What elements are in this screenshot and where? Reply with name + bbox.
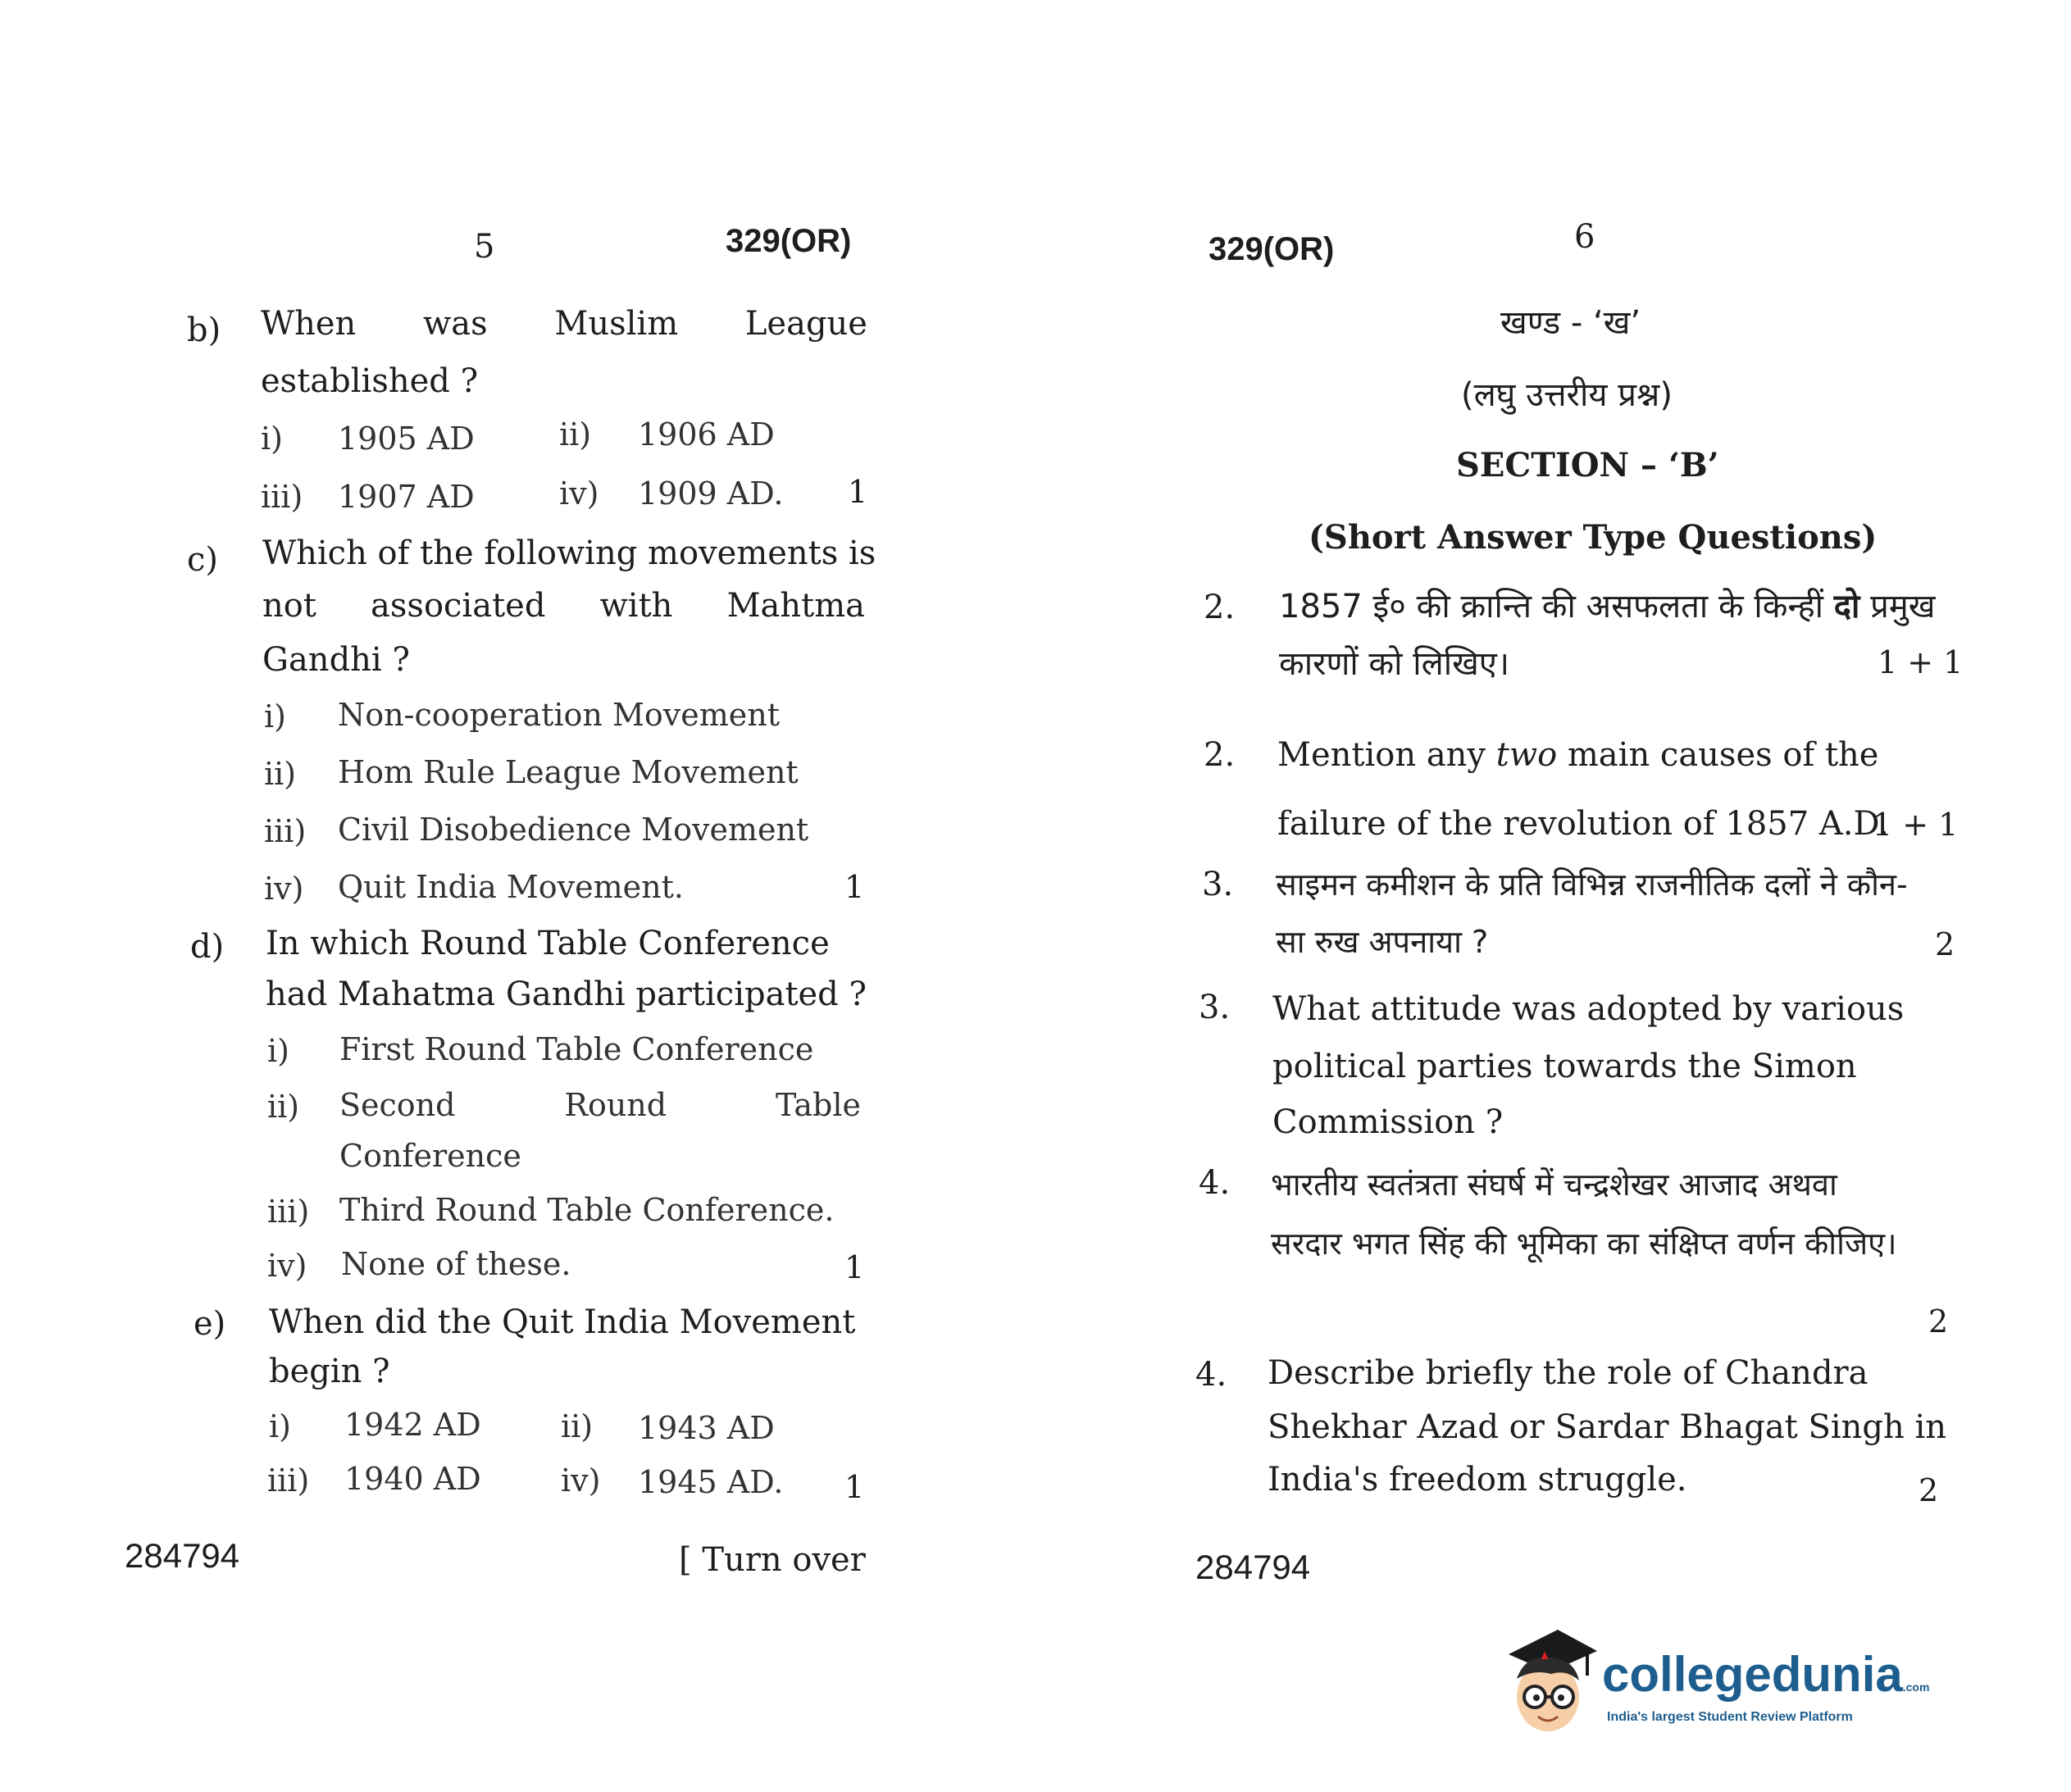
marks: 1	[848, 474, 868, 510]
logo-wordmark	[1602, 1646, 1929, 1703]
marks: 2	[1919, 1472, 1939, 1508]
question-label: e)	[193, 1305, 226, 1343]
question-line: भारतीय स्वतंत्रता संघर्ष में चन्द्रशेखर आजाद अथवा	[1271, 1167, 1837, 1203]
word: Table	[775, 1087, 861, 1123]
question-line	[262, 587, 865, 625]
text: 1857 ई० की क्रान्ति की असफलता के किन्हीं	[1279, 588, 1834, 625]
serial-number-right: 284794	[1195, 1548, 1311, 1586]
section-title-hindi: खण्ड - ‘ख’	[1500, 304, 1641, 342]
option-num: i)	[261, 421, 283, 457]
word: associated	[371, 587, 546, 625]
turn-over: [ Turn over	[679, 1541, 866, 1579]
option-text: 1907 AD	[338, 479, 475, 515]
word: not	[262, 587, 316, 625]
option-num: iii)	[264, 813, 307, 849]
option-text: Non-cooperation Movement	[338, 697, 780, 733]
option-num: ii)	[267, 1089, 300, 1125]
word: Mahtma	[726, 587, 865, 625]
question-line: सरदार भगत सिंह की भूमिका का संक्षिप्त वर्णन कीजिए।	[1271, 1226, 1897, 1262]
emphasis: दो	[1833, 588, 1860, 625]
word: Muslim	[554, 305, 679, 343]
question-number: 2.	[1204, 736, 1236, 774]
option-num: i)	[267, 1033, 289, 1069]
option-text-cont: Conference	[339, 1138, 521, 1174]
section-subtitle: (Short Answer Type Questions)	[1309, 518, 1878, 557]
word: was	[423, 305, 488, 343]
question-number: 3.	[1199, 989, 1231, 1026]
option-text: First Round Table Conference	[339, 1031, 814, 1067]
question-line: Commission ?	[1272, 1103, 1504, 1141]
question-line: In which Round Table Conference	[266, 925, 830, 962]
question-line: Which of the following movements is	[262, 534, 876, 572]
option-text: 1909 AD.	[638, 475, 784, 512]
question-line	[1279, 582, 1936, 627]
option-num: iv)	[559, 475, 599, 512]
question-line: begin ?	[269, 1353, 390, 1390]
question-line: India's freedom struggle.	[1268, 1461, 1687, 1499]
option-num: ii)	[561, 1408, 594, 1444]
question-number: 4.	[1195, 1356, 1227, 1394]
paper-code-right: 329(OR)	[1208, 231, 1335, 267]
student-mascot-icon	[1500, 1621, 1599, 1736]
text: प्रमुख	[1859, 588, 1936, 625]
marks: 1	[844, 869, 865, 905]
question-label: b)	[187, 312, 221, 349]
word: Round	[564, 1087, 667, 1123]
word: League	[744, 305, 867, 343]
question-line: What attitude was adopted by various	[1272, 990, 1905, 1028]
question-number: 4.	[1199, 1164, 1231, 1202]
emphasis: two	[1495, 736, 1558, 774]
question-line: failure of the revolution of 1857 A.D.	[1277, 805, 1889, 843]
question-line: कारणों को लिखिए।	[1279, 645, 1510, 683]
question-line: political parties towards the Simon	[1272, 1048, 1857, 1085]
option-num: ii)	[559, 416, 592, 453]
question-line: established ?	[261, 362, 479, 400]
option-text: 1905 AD	[338, 421, 475, 457]
option-num: i)	[269, 1408, 291, 1444]
option-text	[339, 1087, 861, 1123]
serial-number-left: 284794	[125, 1536, 240, 1575]
question-line	[1277, 736, 1958, 774]
question-line: had Mahatma Gandhi participated ?	[266, 976, 867, 1013]
question-number: 2.	[1204, 589, 1236, 626]
option-text: 1945 AD.	[638, 1464, 784, 1500]
option-text: 1943 AD	[638, 1410, 775, 1446]
marks: 1	[844, 1469, 865, 1505]
option-text: Hom Rule League Movement	[338, 754, 799, 790]
question-line: साइमन कमीशन के प्रति विभिन्न राजनीतिक दलों ने कौन-	[1276, 866, 1908, 903]
marks: 2	[1935, 926, 1955, 962]
option-num: iv)	[267, 1248, 307, 1284]
logo-name: collegedunia	[1602, 1647, 1903, 1702]
option-text: Quit India Movement.	[338, 869, 684, 905]
option-text: Third Round Table Conference.	[339, 1192, 835, 1228]
option-text: 1906 AD	[638, 416, 775, 453]
option-num: iii)	[267, 1194, 310, 1230]
logo-tagline: India's largest Student Review Platform	[1607, 1710, 1853, 1724]
option-num: iii)	[267, 1462, 310, 1499]
subtitle-hindi: (लघु उत्तरीय प्रश्न)	[1461, 376, 1673, 414]
question-line	[261, 305, 867, 343]
option-num: iv)	[264, 871, 304, 907]
option-text: 1940 AD	[344, 1461, 481, 1497]
option-text: None of these.	[341, 1246, 571, 1282]
word: with	[599, 587, 673, 625]
option-num: i)	[264, 698, 286, 735]
option-num: iv)	[561, 1462, 601, 1499]
text: main causes of the	[1557, 736, 1879, 774]
option-num: iii)	[261, 479, 303, 515]
question-line: सा रुख अपनाया ?	[1276, 924, 1489, 960]
section-title: SECTION – ‘B’	[1456, 446, 1719, 484]
word: When	[261, 305, 357, 343]
question-number: 3.	[1202, 866, 1234, 903]
question-label: c)	[187, 541, 219, 579]
option-text: Civil Disobedience Movement	[338, 812, 809, 848]
option-num: ii)	[264, 756, 297, 792]
page-number-right: 6	[1574, 218, 1595, 256]
word: Second	[339, 1087, 456, 1123]
logo-suffix: .com	[1902, 1681, 1930, 1694]
question-line: Gandhi ?	[262, 641, 410, 679]
marks: 1 + 1	[1873, 807, 1959, 843]
marks: 2	[1928, 1303, 1949, 1339]
paper-code-left: 329(OR)	[726, 223, 852, 259]
question-line: Describe briefly the role of Chandra	[1268, 1354, 1868, 1392]
question-line: When did the Quit India Movement	[269, 1303, 856, 1341]
question-label: d)	[190, 928, 225, 966]
option-text: 1942 AD	[344, 1407, 481, 1443]
marks: 1	[844, 1249, 865, 1285]
text: Mention any	[1277, 736, 1496, 774]
question-line: Shekhar Azad or Sardar Bhagat Singh in	[1268, 1408, 1947, 1446]
page-number-left: 5	[474, 228, 495, 266]
marks: 1 + 1	[1878, 644, 1964, 680]
